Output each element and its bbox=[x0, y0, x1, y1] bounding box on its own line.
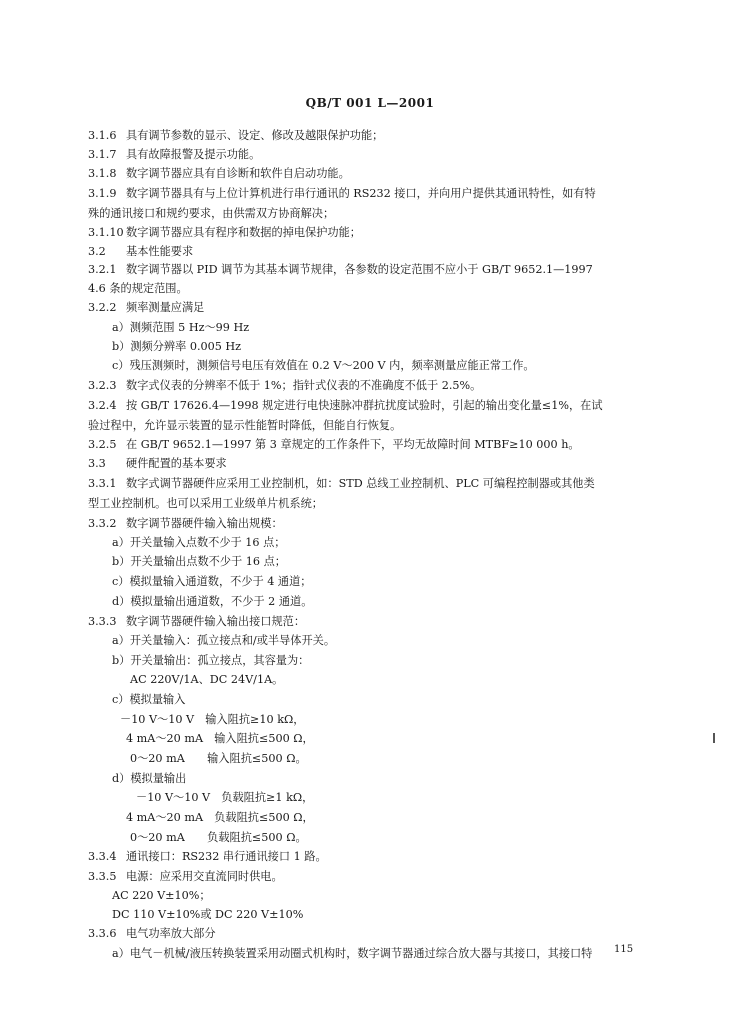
clause-text: 数字调节器硬件输入输出接口规范： bbox=[126, 615, 306, 628]
text-line bbox=[88, 437, 580, 452]
clause-text: 数字调节器应具有自诊断和软件自启动功能。 bbox=[126, 167, 350, 180]
clause-text: 4 mA～20 mA 输入阻抗≤500 Ω， bbox=[126, 732, 314, 745]
clause-text: 在 GB/T 9652.1—1997 第 3 章规定的工作条件下，平均无故障时间 MTBF≥10 000 h。 bbox=[126, 438, 580, 451]
text-line bbox=[88, 476, 595, 491]
page-header: QB/T 001 L—2001 bbox=[305, 96, 435, 110]
clause-number: 3.2 bbox=[88, 245, 106, 258]
clause-text: 通讯接口：RS232 串行通讯接口 1 路。 bbox=[126, 850, 327, 863]
clause-number: 3.3 bbox=[88, 457, 106, 470]
clause-text: a）开关量输入：孤立接点和/或半导体开关。 bbox=[112, 634, 336, 647]
text-line bbox=[88, 281, 188, 296]
clause-number: 3.2.5 bbox=[88, 438, 117, 451]
clause-text: a）测频范围 5 Hz～99 Hz bbox=[112, 321, 250, 334]
clause-text: 频率测量应满足 bbox=[126, 301, 205, 314]
text-line bbox=[130, 672, 283, 687]
text-line bbox=[88, 147, 260, 162]
text-line bbox=[112, 692, 185, 707]
text-line bbox=[112, 946, 592, 961]
clause-text: 硬件配置的基本要求 bbox=[126, 457, 227, 470]
clause-text: 型工业控制机。也可以采用工业级单片机系统； bbox=[88, 497, 323, 510]
clause-text: 电源：应采用交直流同时供电。 bbox=[126, 870, 283, 883]
clause-number: 3.2.4 bbox=[88, 399, 117, 412]
text-line bbox=[112, 339, 241, 354]
clause-text: 基本性能要求 bbox=[126, 245, 194, 258]
clause-number: 3.2.1 bbox=[88, 263, 117, 276]
text-line bbox=[112, 358, 535, 373]
text-line bbox=[112, 771, 186, 786]
text-line bbox=[130, 830, 307, 845]
text-line bbox=[88, 496, 323, 511]
text-line bbox=[112, 888, 211, 903]
clause-text: 电气功率放大部分 bbox=[126, 927, 216, 940]
clause-number: 3.2.3 bbox=[88, 379, 117, 392]
text-line bbox=[130, 751, 307, 766]
clause-text: AC 220V/1A、DC 24V/1A。 bbox=[130, 673, 284, 686]
text-line bbox=[88, 128, 383, 143]
clause-text: c）模拟量输入 bbox=[112, 693, 186, 706]
clause-text: 殊的通讯接口和规约要求，由供需双方协商解决； bbox=[88, 207, 335, 220]
text-line bbox=[88, 869, 283, 884]
clause-number: 3.3.1 bbox=[88, 477, 117, 490]
text-line bbox=[112, 594, 312, 609]
page-number: 115 bbox=[614, 944, 634, 955]
clause-text: b）开关量输出：孤立接点，其容量为： bbox=[112, 654, 310, 667]
clause-text: 具有故障报警及提示功能。 bbox=[126, 148, 261, 161]
text-line bbox=[88, 849, 327, 864]
text-line bbox=[88, 300, 204, 315]
clause-number: 3.1.8 bbox=[88, 167, 117, 180]
clause-number: 3.3.4 bbox=[88, 850, 117, 863]
clause-text: 数字调节器以 PID 调节为其基本调节规律，各参数的设定范围不应小于 GB/T 9652.1—1997 bbox=[126, 263, 593, 276]
text-line bbox=[112, 907, 303, 922]
clause-number: 3.3.3 bbox=[88, 615, 117, 628]
text-line bbox=[112, 320, 249, 335]
clause-text: b）开关量输出点数不少于 16 点； bbox=[112, 555, 286, 568]
text-line bbox=[136, 790, 313, 805]
text-line bbox=[126, 731, 314, 746]
text-line bbox=[88, 206, 334, 221]
clause-text: 4 mA～20 mA 负载阻抗≤500 Ω， bbox=[126, 811, 314, 824]
clause-text: 数字式调节器硬件应采用工业控制机，如：STD 总线工业控制机、PLC 可编程控制器或其他类 bbox=[126, 477, 595, 490]
clause-number: 3.1.9 bbox=[88, 187, 117, 200]
text-line bbox=[112, 574, 312, 589]
clause-text: 数字调节器具有与上位计算机进行串行通讯的 RS232 接口，并向用户提供其通讯特性，如有特 bbox=[126, 187, 596, 200]
clause-text: a）开关量输入点数不少于 16 点； bbox=[112, 536, 286, 549]
clause-text: 0～20 mA 输入阻抗≤500 Ω。 bbox=[130, 752, 307, 765]
clause-text: d）模拟量输出通道数，不少于 2 通道。 bbox=[112, 595, 313, 608]
clause-number: 3.3.5 bbox=[88, 870, 117, 883]
clause-text: 4.6 条的规定范围。 bbox=[88, 282, 188, 295]
text-line bbox=[112, 653, 309, 668]
clause-number: 3.2.2 bbox=[88, 301, 117, 314]
text-line bbox=[112, 554, 286, 569]
text-line bbox=[88, 516, 283, 531]
text-line bbox=[112, 535, 285, 550]
clause-text: 具有调节参数的显示、设定、修改及越限保护功能； bbox=[126, 129, 384, 142]
clause-text: －10 V～10 V 输入阻抗≥10 kΩ， bbox=[120, 713, 305, 726]
text-line bbox=[88, 926, 216, 941]
clause-number: 3.1.7 bbox=[88, 148, 117, 161]
text-line bbox=[88, 166, 350, 181]
text-line bbox=[88, 418, 401, 433]
text-line bbox=[88, 186, 596, 201]
clause-number: 3.3.6 bbox=[88, 927, 117, 940]
clause-text: 按 GB/T 17626.4—1998 规定进行电快速脉冲群抗扰度试验时，引起的输出变化量≤1%，在试 bbox=[126, 399, 603, 412]
text-line bbox=[88, 456, 227, 471]
clause-text: －10 V～10 V 负载阻抗≥1 kΩ， bbox=[136, 791, 314, 804]
clause-number: 3.1.6 bbox=[88, 129, 117, 142]
clause-text: AC 220 V±10%； bbox=[112, 889, 211, 902]
clause-number: 3.3.2 bbox=[88, 517, 117, 530]
clause-text: 0～20 mA 负载阻抗≤500 Ω。 bbox=[130, 831, 307, 844]
clause-text: 数字式仪表的分辨率不低于 1%；指针式仪表的不准确度不低于 2.5%。 bbox=[126, 379, 482, 392]
text-line bbox=[88, 225, 361, 240]
clause-text: b）测频分辨率 0.005 Hz bbox=[112, 340, 242, 353]
text-line bbox=[126, 810, 314, 825]
text-line bbox=[88, 378, 481, 393]
clause-text: d）模拟量输出 bbox=[112, 772, 187, 785]
clause-text: 数字调节器应具有程序和数据的掉电保护功能； bbox=[126, 226, 361, 239]
clause-text: 验过程中，允许显示装置的显示性能暂时降低，但能自行恢复。 bbox=[88, 419, 402, 432]
text-line bbox=[88, 244, 193, 259]
text-line bbox=[88, 262, 593, 277]
scan-mark bbox=[713, 733, 715, 743]
text-line bbox=[88, 614, 305, 629]
clause-number: 3.1.10 bbox=[88, 226, 124, 239]
text-line bbox=[88, 398, 603, 413]
clause-text: c）残压测频时，测频信号电压有效值在 0.2 V～200 V 内，频率测量应能正常工作。 bbox=[112, 359, 535, 372]
clause-text: c）模拟量输入通道数，不少于 4 通道； bbox=[112, 575, 312, 588]
clause-text: a）电气－机械/液压转换装置采用动圈式机构时，数字调节器通过综合放大器与其接口，其接口特 bbox=[112, 947, 593, 960]
clause-text: 数字调节器硬件输入输出规模： bbox=[126, 517, 283, 530]
text-line bbox=[112, 633, 335, 648]
text-line bbox=[120, 712, 304, 727]
clause-text: DC 110 V±10%或 DC 220 V±10% bbox=[112, 908, 304, 921]
